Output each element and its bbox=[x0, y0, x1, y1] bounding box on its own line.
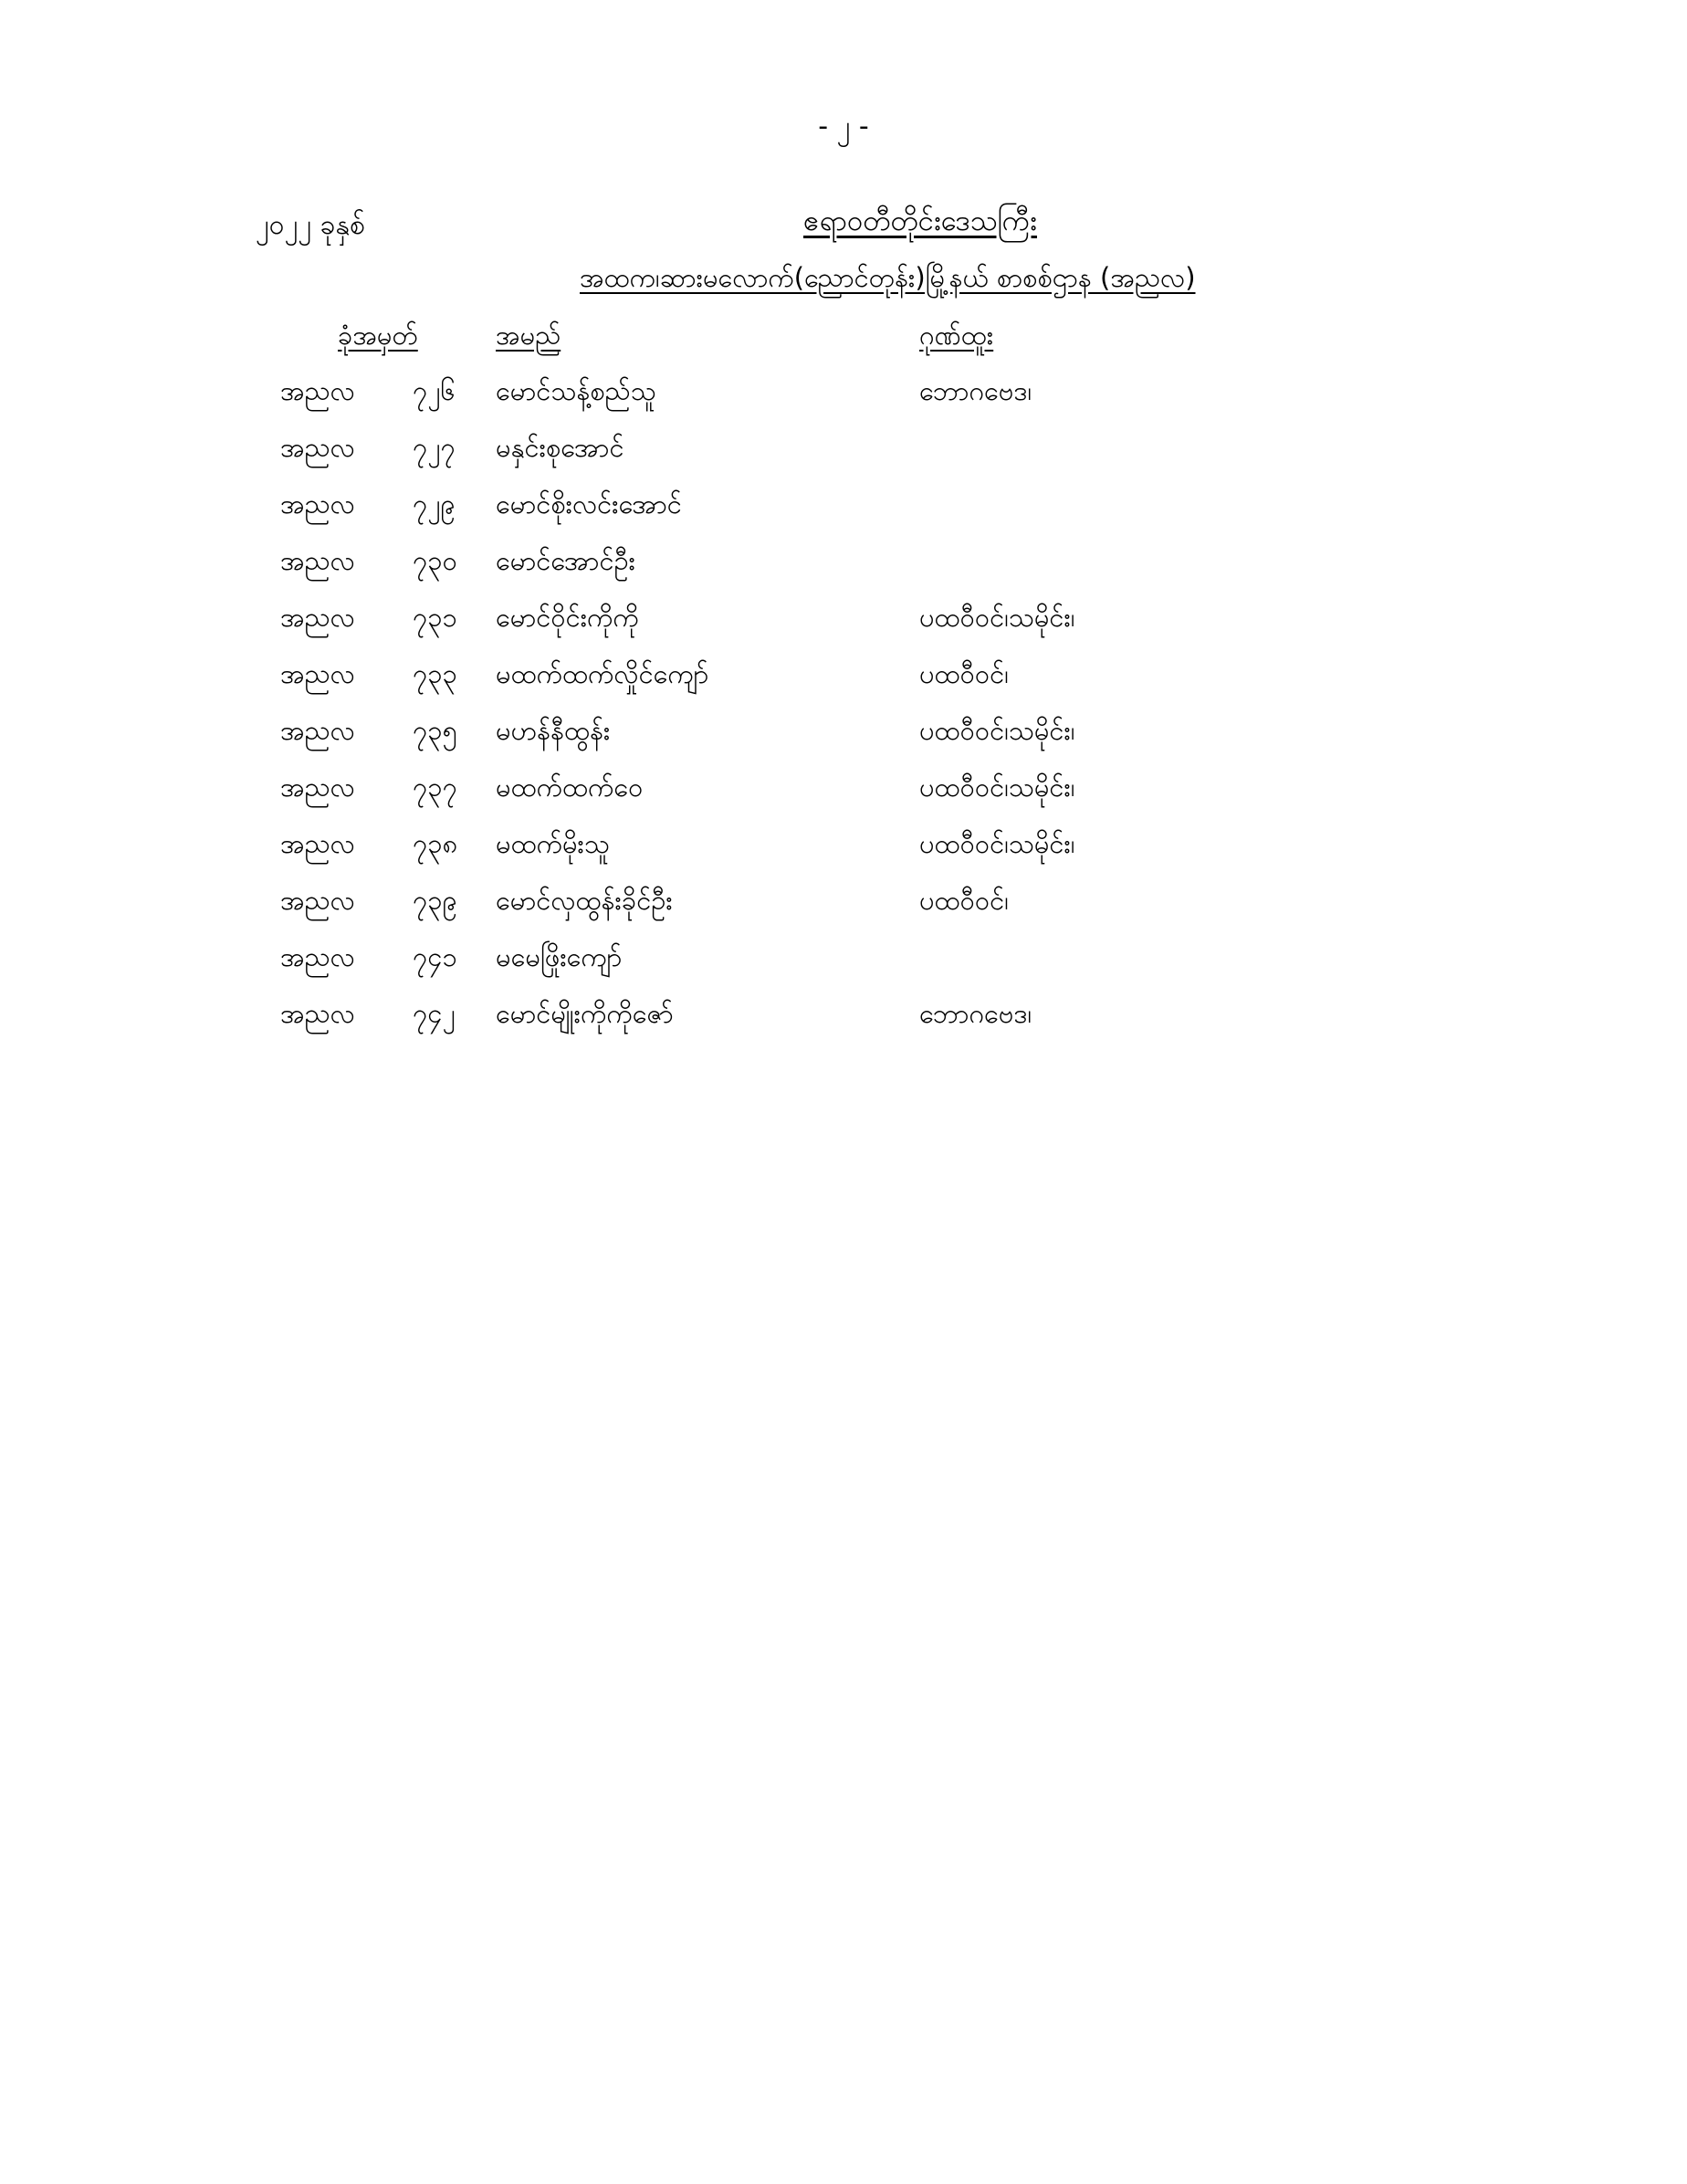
distinctions: ဘောဂဗေဒ၊ bbox=[919, 375, 1032, 406]
list-item bbox=[0, 771, 1687, 827]
student-name: မောင်အောင်ဦး bbox=[496, 545, 636, 576]
roll-number: ၇၃၈ bbox=[413, 828, 458, 859]
roll-number: ၇၃၁ bbox=[413, 602, 457, 633]
roll-number: ၇၃၇ bbox=[413, 772, 457, 803]
student-name: မထက်ထက်ဝေ bbox=[496, 772, 644, 803]
roll-number: ၇၃၀ bbox=[413, 545, 457, 576]
roll-number: ၇၄၁ bbox=[413, 941, 457, 972]
list-item bbox=[0, 431, 1687, 488]
roll-number: ၇၃၅ bbox=[413, 715, 457, 746]
student-name: မောင်စိုးလင်းအောင် bbox=[496, 488, 682, 520]
student-name: မောင်သန့်စည်သူ bbox=[496, 375, 656, 406]
list-item bbox=[0, 827, 1687, 884]
roll-prefix: အညလ bbox=[280, 998, 355, 1029]
list-item bbox=[0, 714, 1687, 771]
roll-prefix: အညလ bbox=[280, 545, 355, 576]
student-name: မမေဖြိုးကျော် bbox=[496, 941, 623, 972]
student-name: မောင်လှထွန်းခိုင်ဦး bbox=[496, 885, 673, 916]
distinctions: ပထဝီဝင်၊သမိုင်း၊ bbox=[919, 715, 1075, 746]
roll-prefix: အညလ bbox=[280, 772, 355, 803]
student-name: မထက်ထက်လှိုင်ကျော် bbox=[496, 658, 709, 689]
list-item bbox=[0, 884, 1687, 940]
exam-year: ၂၀၂၂ ခုနှစ် bbox=[256, 209, 365, 241]
roll-prefix: အညလ bbox=[280, 885, 355, 916]
roll-prefix: အညလ bbox=[280, 658, 355, 689]
roll-prefix: အညလ bbox=[280, 941, 355, 972]
roll-prefix: အညလ bbox=[280, 432, 355, 463]
roll-number: ၇၃၉ bbox=[413, 885, 457, 916]
list-item bbox=[0, 488, 1687, 544]
student-name: မဟန်နီထွန်း bbox=[496, 715, 611, 746]
distinctions: ဘောဂဗေဒ၊ bbox=[919, 998, 1032, 1029]
list-item bbox=[0, 374, 1687, 431]
column-header-distinctions: ဂုဏ်ထူး bbox=[919, 320, 994, 351]
roll-number: ၇၂၆ bbox=[413, 375, 456, 406]
distinctions: ပထဝီဝင်၊သမိုင်း၊ bbox=[919, 772, 1075, 803]
results-list bbox=[0, 374, 1687, 1054]
list-item bbox=[0, 657, 1687, 714]
column-header-roll-no: ခုံအမှတ် bbox=[338, 320, 418, 351]
distinctions: ပထဝီဝင်၊ bbox=[919, 885, 1009, 916]
distinctions: ပထဝီဝင်၊ bbox=[919, 658, 1009, 689]
student-name: မောင်ဝိုင်းကိုကို bbox=[496, 602, 639, 633]
roll-number: ၇၄၂ bbox=[413, 998, 456, 1029]
roll-number: ၇၃၃ bbox=[413, 658, 457, 689]
student-name: မထက်မိုးသူ bbox=[496, 828, 610, 859]
column-header-name: အမည် bbox=[496, 320, 561, 351]
distinctions: ပထဝီဝင်၊သမိုင်း၊ bbox=[919, 828, 1075, 859]
distinctions: ပထဝီဝင်၊သမိုင်း၊ bbox=[919, 602, 1075, 633]
roll-prefix: အညလ bbox=[280, 602, 355, 633]
list-item bbox=[0, 544, 1687, 601]
roll-prefix: အညလ bbox=[280, 715, 355, 746]
exam-center-title: အထက၊ဆားမလောက်(ညောင်တုန်း)မြို့နယ် စာစစ်ဌာန (အညလ) bbox=[580, 262, 1196, 293]
roll-prefix: အညလ bbox=[280, 375, 355, 406]
region-title: ဧရာဝတီတိုင်းဒေသကြီး bbox=[803, 205, 1037, 237]
list-item bbox=[0, 940, 1687, 997]
roll-prefix: အညလ bbox=[280, 488, 355, 520]
roll-number: ၇၂၉ bbox=[413, 488, 456, 520]
student-name: မောင်မျိုးကိုကိုဇော် bbox=[496, 998, 674, 1029]
list-item bbox=[0, 601, 1687, 657]
roll-number: ၇၂၇ bbox=[413, 432, 456, 463]
list-item bbox=[0, 997, 1687, 1054]
student-name: မနှင်းစုအောင် bbox=[496, 432, 624, 463]
page-number: - ၂ - bbox=[818, 110, 869, 142]
roll-prefix: အညလ bbox=[280, 828, 355, 859]
